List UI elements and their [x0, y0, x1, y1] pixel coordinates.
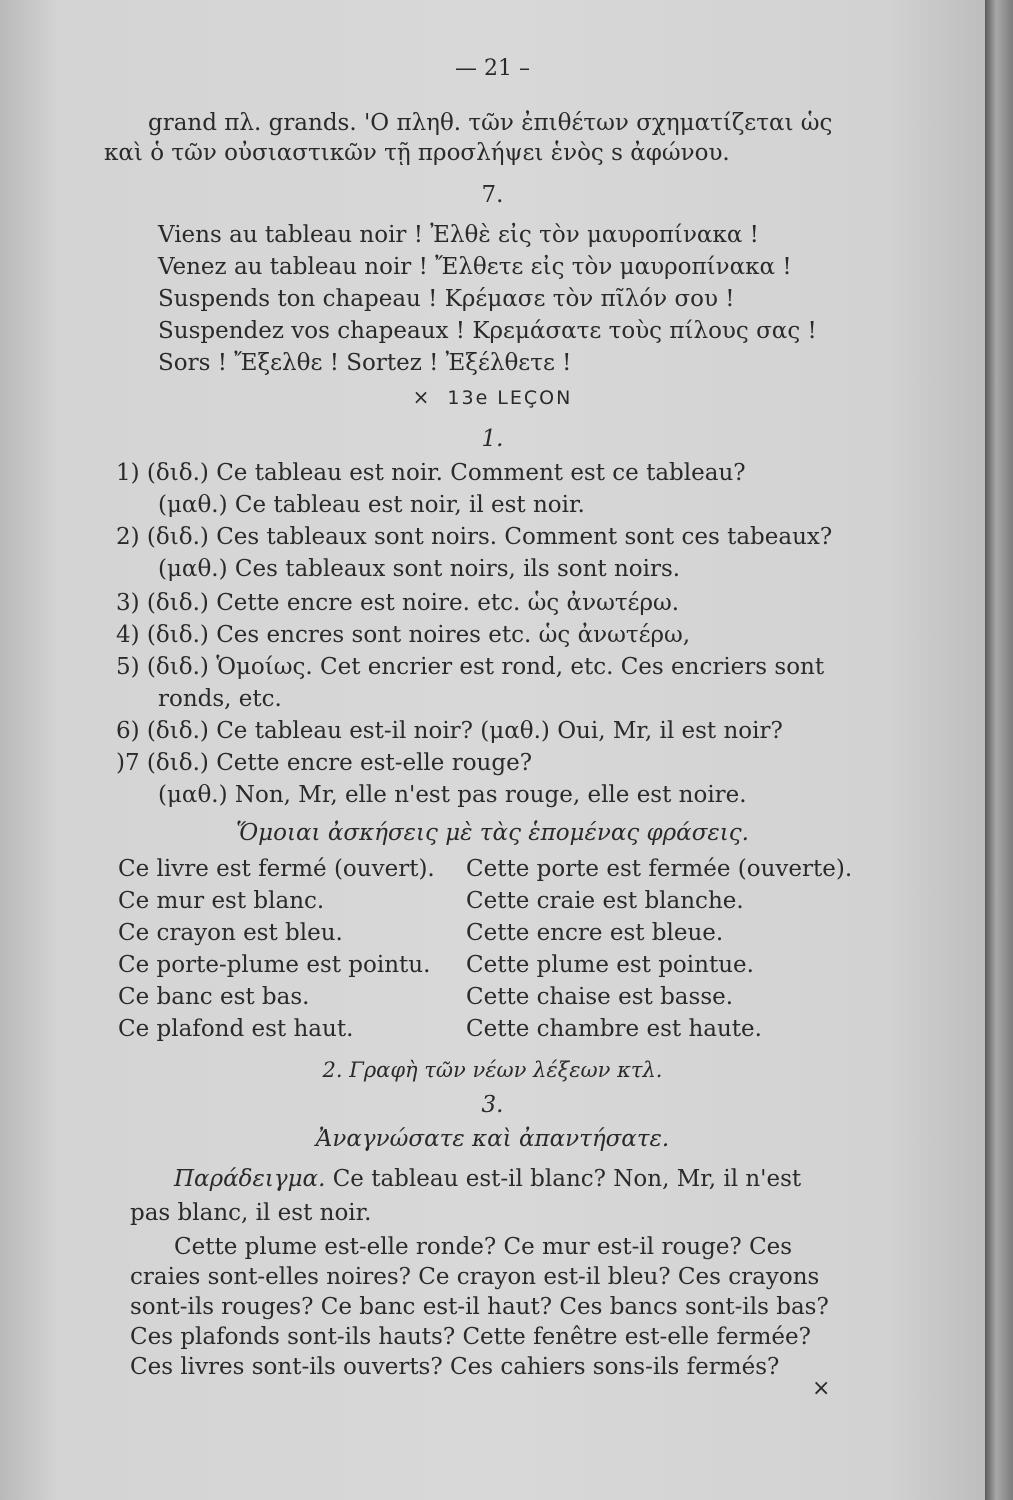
exercise-line-7: 5) (διδ.) Ὁμοίως. Cet encrier est rond, etc. Ces encriers sont — [116, 654, 825, 680]
lesson-title: 13e LEÇON — [447, 387, 573, 409]
exercise-line-8: ronds, etc. — [158, 686, 282, 712]
exercise-line-4: (μαθ.) Ces tableaux sont noirs, ils sont noirs. — [158, 556, 681, 582]
exercise-line-2: (μαθ.) Ce tableau est noir, il est noir. — [158, 492, 585, 518]
pair-left-1: Ce livre est fermé (ouvert). — [118, 856, 435, 882]
pair-right-5: Cette chaise est basse. — [466, 984, 734, 1010]
pair-left-6: Ce plafond est haut. — [118, 1016, 354, 1042]
example-text: Ce tableau est-il blanc? Non, Mr, il n'est — [332, 1166, 802, 1192]
example-label: Παράδειγμα. — [174, 1166, 326, 1192]
pair-left-3: Ce crayon est bleu. — [118, 920, 343, 946]
exercise-line-5: 3) (διδ.) Cette encre est noire. etc. ὡς ἀνωτέρω. — [116, 590, 680, 616]
bottom-cross-mark: × — [812, 1376, 831, 1401]
lesson-heading — [0, 386, 985, 409]
pair-left-2: Ce mur est blanc. — [118, 888, 325, 914]
exercise-line-10: )7 (διδ.) Cette encre est-elle rouge? — [116, 750, 533, 776]
section-2-heading: 2. Γραφὴ τῶν νέων λέξεων κτλ. — [322, 1058, 663, 1082]
section-3-number: 3. — [481, 1092, 504, 1118]
section-7-line-4: Suspendez vos chapeaux ! Κρεμάσατε τοὺς πίλους σας ! — [158, 318, 817, 344]
question-line-5: Ces livres sont-ils ouverts? Ces cahiers sons-ils fermés? — [130, 1354, 780, 1380]
section-7-line-5: Sors ! Ἔξελθε ! Sortez ! Ἐξέλθετε ! — [158, 350, 572, 376]
cross-mark: × — [412, 385, 430, 409]
question-line-1: Cette plume est-elle ronde? Ce mur est-il rouge? Ces — [174, 1234, 793, 1260]
exercise-line-6: 4) (διδ.) Ces encres sont noires etc. ὡς ἀνωτέρω, — [116, 622, 691, 648]
intro-line-1: grand πλ. grands. 'O πληθ. τῶν ἐπιθέτων σχηματίζεται ὡς — [148, 110, 833, 136]
question-line-3: sont-ils rouges? Ce banc est-il haut? Ces bancs sont-ils bas? — [130, 1294, 829, 1320]
section-7-line-3: Suspends ton chapeau ! Κρέμασε τὸν πῖλόν σου ! — [158, 286, 735, 312]
pair-right-6: Cette chambre est haute. — [466, 1016, 762, 1042]
section-7-line-1: Viens au tableau noir ! Ἐλθὲ εἰς τὸν μαυροπίνακα ! — [158, 222, 759, 248]
exercise-line-1: 1) (διδ.) Ce tableau est noir. Comment est ce tableau? — [116, 460, 746, 486]
exercise-line-9: 6) (διδ.) Ce tableau est-il noir? (μαθ.) Oui, Mr, il est noir? — [116, 718, 783, 744]
example-text-cont: pas blanc, il est noir. — [130, 1200, 372, 1226]
exercise-line-11: (μαθ.) Non, Mr, elle n'est pas rouge, elle est noire. — [158, 782, 747, 808]
intro-line-2: καὶ ὁ τῶν οὐσιαστικῶν τῇ προσλήψει ἑνὸς s ἀφώνου. — [104, 140, 730, 166]
pair-right-3: Cette encre est bleue. — [466, 920, 724, 946]
pair-right-4: Cette plume est pointue. — [466, 952, 754, 978]
page-number: — 21 – — [455, 56, 530, 81]
similar-exercises-heading: Ὅμοιαι ἀσκήσεις μὲ τὰς ἑπομένας φράσεις. — [236, 820, 749, 846]
exercise-line-3: 2) (διδ.) Ces tableaux sont noirs. Comment sont ces tabeaux? — [116, 524, 833, 550]
pair-left-5: Ce banc est bas. — [118, 984, 310, 1010]
section-7-line-2: Venez au tableau noir ! Ἔλθετε εἰς τὸν μαυροπίνακα ! — [158, 254, 792, 280]
example-line — [174, 1168, 801, 1191]
question-line-4: Ces plafonds sont-ils hauts? Cette fenêtre est-elle fermée? — [130, 1324, 811, 1350]
pair-right-2: Cette craie est blanche. — [466, 888, 744, 914]
question-line-2: craies sont-elles noires? Ce crayon est-il bleu? Ces crayons — [130, 1264, 820, 1290]
section-3-heading: Ἀναγνώσατε καὶ ἀπαντήσατε. — [315, 1126, 670, 1152]
section-1-number: 1. — [481, 426, 504, 452]
book-binding-edge — [985, 0, 1013, 1500]
pair-left-4: Ce porte-plume est pointu. — [118, 952, 431, 978]
pair-right-1: Cette porte est fermée (ouverte). — [466, 856, 853, 882]
section-7-number: 7. — [481, 182, 504, 208]
